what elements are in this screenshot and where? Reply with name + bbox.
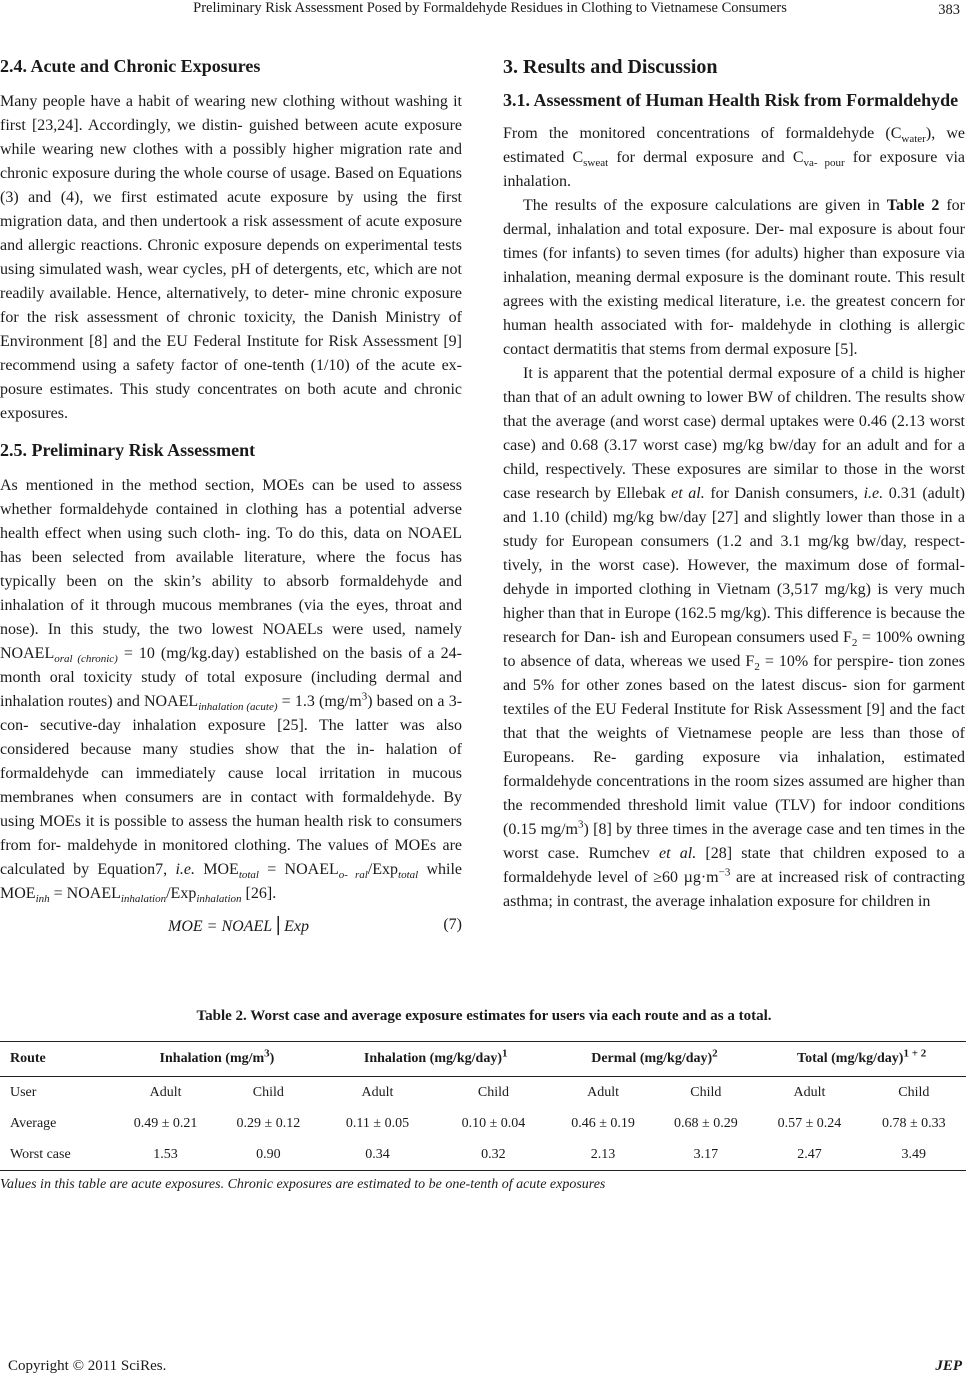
table-row (0, 1108, 966, 1139)
table-cell: 0.46 ± 0.19 (571, 1115, 635, 1131)
page-header (0, 0, 968, 30)
equation-number: (7) (443, 916, 462, 933)
table-cell: 0.11 ± 0.05 (345, 1115, 410, 1131)
left-column (0, 54, 462, 942)
table-cell: 0.29 ± 0.12 (236, 1115, 301, 1131)
section-3-1-title: 3.1. Assessment of Human Health Risk from Formaldehyde (503, 90, 959, 110)
section-2-4-title: 2.4. Acute and Chronic Exposures (0, 56, 261, 76)
table-cell: 0.78 ± 0.33 (881, 1115, 946, 1131)
table-cell: 0.10 ± 0.04 (461, 1115, 526, 1131)
section-2-5-title: 2.5. Preliminary Risk Assessment (0, 440, 256, 460)
table-cell: Child (477, 1084, 509, 1100)
section-3-title: 3. Results and Discussion (503, 56, 718, 78)
table-cell: Adult (361, 1084, 394, 1100)
header-dermal: Dermal $(mg/kg/day)^2$ (552, 1042, 758, 1077)
table-cell: Child (690, 1084, 722, 1100)
table-row-label: Average (10, 1115, 57, 1131)
table-cell: 0.32 (435, 1139, 551, 1171)
table-cell: 0.90 (217, 1139, 320, 1171)
section-2-5-text: As mentioned in the method section, MOEs can be used to assess whether formaldehyde contained in clothing has a potential adverse health effect when using such cloth- ing. To do this, data on NOAEL has been selected from available literature, where the focus has typically been on the skin’s ability to absorb formaldehyde and inhalation of it through mucous membranes (via the eyes, throat and nose). In this study, the two lowest NOAELs were used, namely $NOAEL_{oral (chronic)} = 10$ (mg/kg.day) established on the basis of a 24-month oral toxicity study of total exposure (including dermal and inhalation routes) and $NOAEL_{inhalation (acute)} = 1.3$ $(mg/m^3)$ based on a 3-con- secutive-day inhalation exposure [25]. The latter was also considered because many studies show that the in- halation of formaldehyde can immediately cause local irritation in mucous membranes when consumers are in contact with formaldehyde. By using MOEs it is possible to assess the human health risk to consumers from for- maldehyde in monitored clothing. The values of MOEs are calculated by Equation7, i.e. $MOE_{total}$ = $NOAEL_{o- ral}/Exp_{total}$ while $MOE_{inh}$ = $NOAEL_{inhalation}/Exp_{inhalation}$ [26]. (0, 477, 463, 906)
section-2-4-text: Many people have a habit of wearing new clothing without washing it first [23,24]. Accordingly, we distin- guished between acute exposure while wearing new clothes with a possibly higher migration rate and chronic exposure during the whole course of usage. Based on Equations (3) and (4), we first estimated acute exposure by using the first migration data, and then undertook a risk assessment of acute exposure and allergic reactions. Chronic exposure depends on experimental tests using simulated wash, wear cycles, pH of detergents, etc, which are not readily available. Hence, alternatively, to deter- mine chronic exposure for the risk assessment of chronic toxicity, the Danish Ministry of Environment [8] and the EU Federal Institute for Risk Assessment [9] recommend using a safety factor of one-tenth (1/10) of the acute ex- posure estimates. This study concentrates on both acute and chronic exposures. (0, 93, 462, 422)
table-cell: 3.49 (862, 1139, 966, 1171)
table-cell: Child (252, 1084, 284, 1100)
table-header-row (0, 1042, 966, 1077)
page-number: 383 (938, 2, 960, 18)
running-title: Preliminary Risk Assessment Posed by Formaldehyde Residues in Clothing to Vietnamese Consumers (193, 0, 787, 16)
table-row (0, 1077, 966, 1109)
table-cell: 0.34 (320, 1139, 435, 1171)
journal-name: JEP (935, 1358, 962, 1374)
table-row-label: User (10, 1084, 37, 1100)
table-note: Values in this table are acute exposures. Chronic exposures are estimated to be one-tenth of acute exposures (0, 1177, 606, 1192)
table-cell: 1.53 (114, 1139, 217, 1171)
equation-formula: MOE = NOAEL⎪Exp (168, 918, 309, 935)
equation-7 (0, 916, 462, 942)
table-row-label: Worst case (0, 1139, 114, 1171)
table-cell: Child (898, 1084, 930, 1100)
table-row (0, 1139, 966, 1171)
table-cell: 0.68 ± 0.29 (674, 1115, 738, 1131)
exposure-table (0, 1041, 966, 1171)
header-inhalation-kg: Inhalation $(mg/kg/day)^1$ (320, 1042, 552, 1077)
right-column (503, 54, 965, 914)
table-cell: Adult (793, 1084, 826, 1100)
results-paragraph-3: It is apparent that the potential dermal exposure of a child is higher than that of an adult owning to lower BW of children. The results show that the average (and worst case) dermal uptakes were 0.46 (2.13 worst case) and 0.68 (3.17 worst case) mg/kg bw/day for an adult and for a child, respectively. These exposures are similar to those in the worst case research by Ellebak et al. for Danish consumers, i.e. 0.31 (adult) and 1.10 (child) mg/kg bw/day [27] and slightly lower than those in a study for European consumers (1.2 and 3.1 mg/kg bw/day, respect- tively, in the worst case). However, the maximum dose of formal- dehyde in imported clothing in Vietnam (3,517 mg/kg) is very much higher than that in Europe (162.5 mg/kg). This difference is because the research for Dan- ish and European consumers used $F_2 = 100\%$ owning to absence of data, whereas we used $F_2 = 10\%$ for perspire- tion zones and 5% for other zones based on the latest discus- sion for garment textiles of the EU Federal Institute for Risk Assessment [9] and the fact that that the weights of Vietnamese people are less than those of Europeans. Re- garding exposure via inhalation, estimated formaldehyde concentrations in the room sizes assumed are higher than the recommended threshold limit value (TLV) for indoor conditions (0.15 $mg/m^3$) [8] by three times in the average case and ten times in the worst case. Rumchev et al. [28] state that children exposed to a formaldehyde level of ≥60 $\mu g\cdot m^{-3}$ are at increased risk of contracting asthma; in contrast, the average inhalation exposure for children in (503, 365, 966, 910)
header-total: Total $(mg/kg/day)^{1 + 2}$ (757, 1042, 966, 1077)
header-route: Route (0, 1042, 114, 1077)
table-cell: 3.17 (654, 1139, 757, 1171)
table-cell: 2.47 (757, 1139, 861, 1171)
table-cell: 2.13 (552, 1139, 655, 1171)
copyright: Copyright © 2011 SciRes. (8, 1358, 167, 1374)
table-cell: 0.49 ± 0.21 (133, 1115, 198, 1131)
results-paragraph-1: From the monitored concentrations of formaldehyde $(C_{water})$, we estimated $C_{sweat}$ for dermal exposure and $C_{va- pour}$ for exposure via inhalation. (503, 125, 966, 190)
header-inhalation-m3: Inhalation $(mg/m^3)$ (114, 1042, 320, 1077)
table-cell: 0.57 ± 0.24 (777, 1115, 842, 1131)
table-cell: Adult (587, 1084, 619, 1100)
table-2 (0, 1008, 968, 1193)
table-caption: Table 2. Worst case and average exposure estimates for users via each route and as a total. (196, 1008, 772, 1024)
table-cell: Adult (149, 1084, 182, 1100)
results-paragraph-2: The results of the exposure calculations are given in Table 2 for dermal, inhalation and total exposure. Der- mal exposure is about four times (for infants) to seven times (for adults) higher than exposure via inhalation, meaning dermal exposure is the dominant route. This result agrees with the existing medical literature, i.e. the greatest concern for human health associated with for- maldehyde in clothing is allergic contact dermatitis that stems from dermal exposure [5]. (503, 197, 966, 358)
